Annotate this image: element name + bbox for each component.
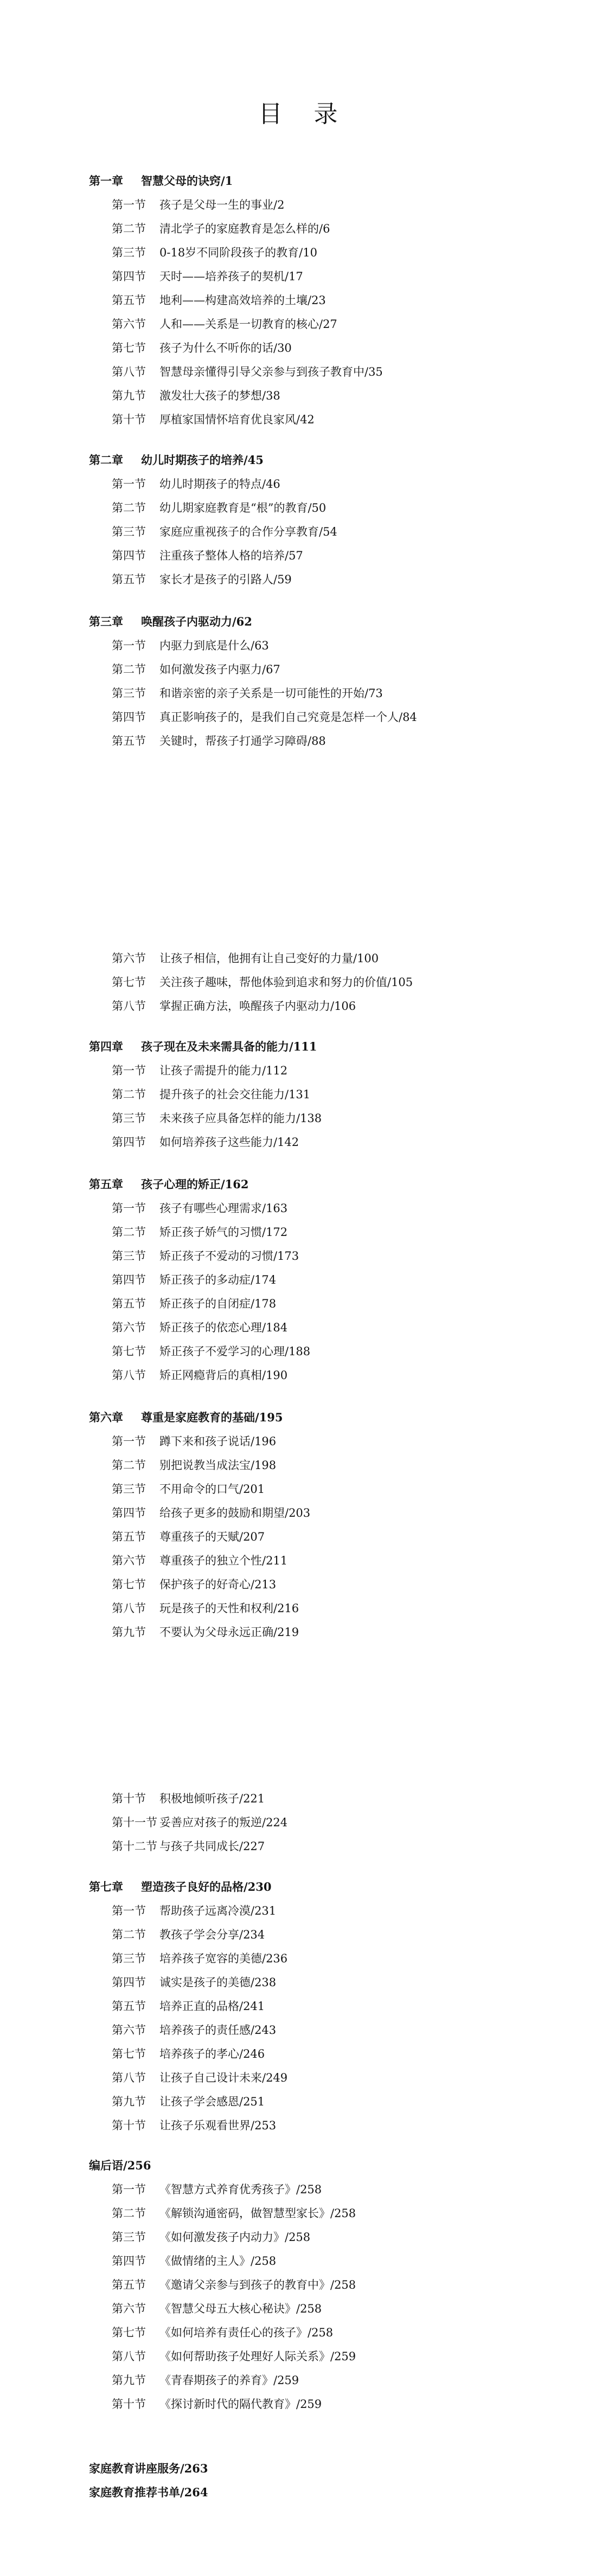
section-number: 第十节	[112, 1792, 146, 1805]
chapter-3-continued-block	[0, 946, 608, 1018]
section-number: 第八节	[112, 1369, 146, 1382]
section-number: 第三节	[112, 687, 146, 700]
section-title: 让孩子需提升的能力/112	[159, 1064, 288, 1077]
section-number: 第五节	[112, 294, 146, 307]
toc-entry[interactable]	[112, 1477, 608, 1501]
section-title: 内驱力到底是什么/63	[159, 639, 269, 652]
toc-entry[interactable]	[112, 265, 608, 288]
section-title: 矫正孩子的依恋心理/184	[159, 1321, 288, 1334]
section-number: 第五节	[112, 2278, 146, 2291]
section-title: 《邀请父亲参与到孩子的教育中》/258	[159, 2278, 356, 2291]
section-number: 第二节	[112, 1459, 146, 1472]
section-title: 让孩子乐观看世界/253	[159, 2119, 277, 2132]
chapter-title: 塑造孩子良好的品格/230	[141, 1880, 272, 1894]
chapter-6-continued-block	[0, 1787, 608, 1858]
chapter-number: 第五章	[89, 1177, 123, 1191]
book-list-heading[interactable]: 家庭教育推荐书单/264	[89, 2485, 208, 2499]
section-number: 第七节	[112, 342, 146, 355]
afterword-block	[0, 2154, 608, 2416]
toc-entry[interactable]	[112, 2368, 608, 2392]
toc-entry[interactable]	[112, 2273, 608, 2297]
section-number: 第三节	[112, 2231, 146, 2244]
chapter-heading[interactable]	[89, 1173, 608, 1196]
section-number: 第四节	[112, 270, 146, 283]
section-title: 孩子是父母一生的事业/2	[159, 198, 285, 211]
toc-entry[interactable]	[112, 994, 608, 1018]
toc-entry[interactable]	[112, 1525, 608, 1549]
toc-entry[interactable]	[112, 1429, 608, 1453]
toc-entry[interactable]	[112, 1220, 608, 1244]
toc-entry[interactable]	[112, 544, 608, 568]
section-number: 第四节	[112, 1136, 146, 1149]
section-title: 《如何帮助孩子处理好人际关系》/259	[159, 2350, 356, 2363]
section-title: 激发壮大孩子的梦想/38	[159, 389, 280, 402]
section-number: 第二节	[112, 501, 146, 514]
section-number: 第六节	[112, 1554, 146, 1567]
toc-entry[interactable]	[112, 2345, 608, 2368]
toc-entry[interactable]	[112, 568, 608, 591]
toc-entry[interactable]	[112, 1811, 608, 1834]
section-number: 第一节	[112, 198, 146, 211]
section-number: 第十节	[112, 413, 146, 426]
section-title: 尊重孩子的独立个性/211	[159, 1554, 288, 1567]
afterword-heading[interactable]: 编后语/256	[89, 2159, 151, 2172]
chapter-number: 第三章	[89, 615, 123, 628]
toc-entry[interactable]	[112, 2225, 608, 2249]
section-number: 第一节	[112, 1064, 146, 1077]
section-number: 第三节	[112, 1483, 146, 1496]
section-number: 第二节	[112, 1226, 146, 1239]
section-title: 人和——关系是一切教育的核心/27	[159, 318, 337, 331]
section-title: 矫正孩子不爱学习的心理/188	[159, 1345, 311, 1358]
section-title: 提升孩子的社会交往能力/131	[159, 1088, 311, 1101]
section-number: 第一节	[112, 1904, 146, 1917]
section-title: 家庭应重视孩子的合作分享教育/54	[159, 525, 337, 538]
toc-entry[interactable]	[112, 1059, 608, 1083]
toc-entry[interactable]	[112, 520, 608, 544]
chapter-4-block	[0, 1035, 608, 1154]
chapter-number: 第七章	[89, 1880, 123, 1894]
section-number: 第四节	[112, 1506, 146, 1519]
toc-entry[interactable]	[112, 970, 608, 994]
section-title: 与孩子共同成长/227	[159, 1840, 265, 1853]
section-number: 第三节	[112, 246, 146, 259]
toc-entry[interactable]	[112, 1573, 608, 1596]
section-number: 第三节	[112, 525, 146, 538]
chapter-title: 幼儿时期孩子的培养/45	[141, 453, 264, 467]
chapter-5-block	[0, 1173, 608, 1387]
toc-entry[interactable]	[112, 705, 608, 729]
section-number: 第八节	[112, 365, 146, 378]
chapter-heading[interactable]	[89, 448, 608, 472]
section-number: 第七节	[112, 2047, 146, 2060]
toc-entry[interactable]	[112, 1596, 608, 1620]
toc-entry[interactable]	[112, 1970, 608, 1994]
section-title: 让孩子学会感恩/251	[159, 2095, 265, 2108]
chapter-number: 第一章	[89, 174, 123, 188]
section-title: 0-18岁不同阶段孩子的教育/10	[159, 246, 317, 259]
section-number: 第四节	[112, 2255, 146, 2268]
toc-entry[interactable]	[112, 217, 608, 241]
section-title: 真正影响孩子的，是我们自己究竟是怎样一个人/84	[159, 711, 417, 724]
section-number: 第二节	[112, 1088, 146, 1101]
lecture-services-heading[interactable]: 家庭教育讲座服务/263	[89, 2462, 208, 2475]
chapter-heading[interactable]	[89, 169, 608, 193]
section-title: 未来孩子应具备怎样的能力/138	[159, 1112, 322, 1125]
toc-entry[interactable]	[112, 1620, 608, 1644]
section-title: 幼儿时期孩子的特点/46	[159, 478, 280, 491]
section-number: 第十二节	[112, 1840, 157, 1853]
section-title: 蹲下来和孩子说话/196	[159, 1435, 277, 1448]
section-number: 第八节	[112, 2350, 146, 2363]
section-number: 第八节	[112, 1602, 146, 1615]
section-title: 如何培养孩子这些能力/142	[159, 1136, 299, 1149]
toc-entry[interactable]	[112, 2042, 608, 2066]
toc-entry[interactable]	[112, 1244, 608, 1268]
chapter-3-block	[0, 610, 608, 753]
chapter-title: 孩子心理的矫正/162	[141, 1177, 249, 1191]
toc-entry[interactable]	[112, 472, 608, 496]
section-number: 第三节	[112, 1112, 146, 1125]
toc-entry[interactable]	[112, 1106, 608, 1130]
section-title: 《青春期孩子的养育》/259	[159, 2374, 299, 2387]
section-title: 注重孩子整体人格的培养/57	[159, 549, 303, 562]
section-number: 第七节	[112, 1578, 146, 1591]
chapter-title: 孩子现在及未来需具备的能力/111	[141, 1040, 317, 1053]
section-number: 第一节	[112, 1202, 146, 1215]
section-title: 妥善应对孩子的叛逆/224	[159, 1816, 288, 1829]
toc-entry[interactable]	[112, 288, 608, 312]
chapter-number: 第四章	[89, 1040, 123, 1053]
section-title: 《智慧父母五大核心秘诀》/258	[159, 2302, 322, 2315]
section-title: 孩子有哪些心理需求/163	[159, 1202, 288, 1215]
section-title: 让孩子相信，他拥有让自己变好的力量/100	[159, 952, 379, 965]
section-title: 《智慧方式养育优秀孩子》/258	[159, 2183, 322, 2196]
section-number: 第一节	[112, 478, 146, 491]
section-number: 第九节	[112, 2374, 146, 2387]
section-title: 家长才是孩子的引路人/59	[159, 573, 292, 586]
section-title: 给孩子更多的鼓励和期望/203	[159, 1506, 311, 1519]
section-title: 矫正孩子的多动症/174	[159, 1273, 277, 1286]
section-number: 第一节	[112, 1435, 146, 1448]
toc-entry[interactable]	[112, 384, 608, 408]
section-number: 第十一节	[112, 1816, 157, 1829]
toc-entry[interactable]	[112, 1083, 608, 1106]
section-number: 第一节	[112, 639, 146, 652]
toc-entry[interactable]	[112, 312, 608, 336]
chapter-heading[interactable]	[89, 1875, 608, 1899]
section-number: 第四节	[112, 711, 146, 724]
toc-entry[interactable]	[112, 658, 608, 681]
section-title: 《如何培养有责任心的孩子》/258	[159, 2326, 334, 2339]
section-title: 培养孩子的孝心/246	[159, 2047, 265, 2060]
toc-entry[interactable]	[112, 2066, 608, 2090]
section-number: 第六节	[112, 952, 146, 965]
section-number: 第四节	[112, 549, 146, 562]
section-title: 积极地倾听孩子/221	[159, 1792, 265, 1805]
section-number: 第二节	[112, 2207, 146, 2220]
toc-entry[interactable]	[112, 1923, 608, 1947]
toc-entry[interactable]	[112, 1453, 608, 1477]
page-title: 目 录	[258, 100, 350, 128]
section-number: 第四节	[112, 1976, 146, 1989]
section-number: 第二节	[112, 1928, 146, 1941]
section-title: 矫正网瘾背后的真相/190	[159, 1369, 288, 1382]
toc-entry[interactable]	[112, 336, 608, 360]
section-title: 培养孩子的责任感/243	[159, 2024, 277, 2037]
chapter-1-block	[0, 169, 608, 432]
section-number: 第三节	[112, 1952, 146, 1965]
chapter-6-block	[0, 1406, 608, 1644]
section-title: 天时——培养孩子的契机/17	[159, 270, 303, 283]
chapter-heading[interactable]	[89, 1035, 608, 1059]
section-title: 帮助孩子远离冷漠/231	[159, 1904, 277, 1917]
section-number: 第十节	[112, 2119, 146, 2132]
toc-entry[interactable]	[112, 1339, 608, 1363]
toc-entry[interactable]	[112, 2297, 608, 2321]
section-number: 第五节	[112, 735, 146, 748]
toc-entry[interactable]	[112, 1787, 608, 1811]
toc-entry[interactable]	[112, 408, 608, 432]
section-number: 第二节	[112, 663, 146, 676]
toc-entry[interactable]	[112, 360, 608, 384]
section-number: 第六节	[112, 2024, 146, 2037]
toc-entry[interactable]	[112, 729, 608, 753]
chapter-heading[interactable]	[89, 610, 608, 634]
toc-entry[interactable]	[112, 1292, 608, 1316]
section-number: 第六节	[112, 318, 146, 331]
toc-entry[interactable]	[112, 634, 608, 658]
chapter-title: 智慧父母的诀窍/1	[141, 174, 233, 188]
closing-block	[0, 2457, 608, 2504]
section-number: 第九节	[112, 389, 146, 402]
section-number: 第六节	[112, 1321, 146, 1334]
toc-entry[interactable]	[112, 1899, 608, 1923]
section-title: 诚实是孩子的美德/238	[159, 1976, 277, 1989]
toc-entry[interactable]	[112, 1947, 608, 1970]
section-number: 第五节	[112, 2000, 146, 2013]
toc-entry[interactable]	[112, 2090, 608, 2114]
toc-entry[interactable]	[112, 1268, 608, 1292]
toc-entry[interactable]	[112, 1196, 608, 1220]
section-number: 第四节	[112, 1273, 146, 1286]
section-title: 地利——构建高效培养的土壤/23	[159, 294, 326, 307]
section-title: 关键时，帮孩子打通学习障碍/88	[159, 735, 326, 748]
section-title: 矫正孩子娇气的习惯/172	[159, 1226, 288, 1239]
section-number: 第五节	[112, 1530, 146, 1543]
section-title: 玩是孩子的天性和权利/216	[159, 1602, 299, 1615]
section-title: 《解锁沟通密码，做智慧型家长》/258	[159, 2207, 356, 2220]
toc-entry[interactable]	[112, 2114, 608, 2137]
section-title: 《做情绪的主人》/258	[159, 2255, 277, 2268]
toc-entry[interactable]	[112, 241, 608, 265]
chapter-number: 第六章	[89, 1411, 123, 1424]
section-title: 掌握正确方法，唤醒孩子内驱动力/106	[159, 1000, 356, 1013]
section-number: 第五节	[112, 1297, 146, 1310]
section-title: 幼儿期家庭教育是“根”的教育/50	[159, 501, 327, 514]
section-number: 第九节	[112, 2095, 146, 2108]
section-title: 清北学子的家庭教育是怎么样的/6	[159, 222, 330, 235]
section-number: 第十节	[112, 2398, 146, 2411]
chapter-title: 尊重是家庭教育的基础/195	[141, 1411, 283, 1424]
toc-entry[interactable]	[112, 2392, 608, 2416]
toc-entry[interactable]	[112, 496, 608, 520]
section-title: 别把说教当成法宝/198	[159, 1459, 277, 1472]
toc-entry[interactable]	[112, 1549, 608, 1573]
toc-entry[interactable]	[112, 1501, 608, 1525]
chapter-2-block	[0, 448, 608, 591]
toc-entry[interactable]	[112, 193, 608, 217]
section-title: 培养孩子宽容的美德/236	[159, 1952, 288, 1965]
toc-entry[interactable]	[112, 681, 608, 705]
section-title: 如何激发孩子内驱力/67	[159, 663, 280, 676]
section-number: 第三节	[112, 1250, 146, 1263]
section-number: 第八节	[112, 1000, 146, 1013]
section-title: 保护孩子的好奇心/213	[159, 1578, 277, 1591]
section-number: 第七节	[112, 2326, 146, 2339]
section-title: 《如何激发孩子内动力》/258	[159, 2231, 311, 2244]
chapter-heading[interactable]	[89, 1406, 608, 1429]
section-number: 第八节	[112, 2071, 146, 2084]
toc-entry[interactable]	[112, 2201, 608, 2225]
section-number: 第五节	[112, 573, 146, 586]
toc-entry[interactable]	[112, 2178, 608, 2201]
section-title: 教孩子学会分享/234	[159, 1928, 265, 1941]
section-number: 第二节	[112, 222, 146, 235]
section-title: 尊重孩子的天赋/207	[159, 1530, 265, 1543]
chapter-title: 唤醒孩子内驱动力/62	[141, 615, 252, 628]
section-number: 第六节	[112, 2302, 146, 2315]
toc-entry[interactable]	[112, 1834, 608, 1858]
toc-entry[interactable]	[112, 2249, 608, 2273]
section-title: 孩子为什么不听你的话/30	[159, 342, 292, 355]
section-title: 矫正孩子的自闭症/178	[159, 1297, 277, 1310]
section-number: 第一节	[112, 2183, 146, 2196]
section-title: 厚植家国情怀培育优良家风/42	[159, 413, 315, 426]
toc-entry[interactable]	[112, 2018, 608, 2042]
toc-entry[interactable]	[112, 1130, 608, 1154]
chapter-7-block	[0, 1875, 608, 2137]
section-title: 不要认为父母永远正确/219	[159, 1626, 299, 1639]
chapter-number: 第二章	[89, 453, 123, 467]
section-title: 关注孩子趣味，帮他体验到追求和努力的价值/105	[159, 976, 413, 989]
section-title: 矫正孩子不爱动的习惯/173	[159, 1250, 299, 1263]
toc-entry[interactable]	[112, 946, 608, 970]
section-title: 和谐亲密的亲子关系是一切可能性的开始/73	[159, 687, 383, 700]
toc-entry[interactable]	[112, 1994, 608, 2018]
section-number: 第九节	[112, 1626, 146, 1639]
section-number: 第七节	[112, 1345, 146, 1358]
toc-entry[interactable]	[112, 1363, 608, 1387]
section-number: 第七节	[112, 976, 146, 989]
section-title: 智慧母亲懂得引导父亲参与到孩子教育中/35	[159, 365, 383, 378]
section-title: 让孩子自己设计未来/249	[159, 2071, 288, 2084]
toc-entry[interactable]	[112, 1316, 608, 1339]
section-title: 培养正直的品格/241	[159, 2000, 265, 2013]
section-title: 《探讨新时代的隔代教育》/259	[159, 2398, 322, 2411]
toc-entry[interactable]	[112, 2321, 608, 2345]
section-title: 不用命令的口气/201	[159, 1483, 265, 1496]
